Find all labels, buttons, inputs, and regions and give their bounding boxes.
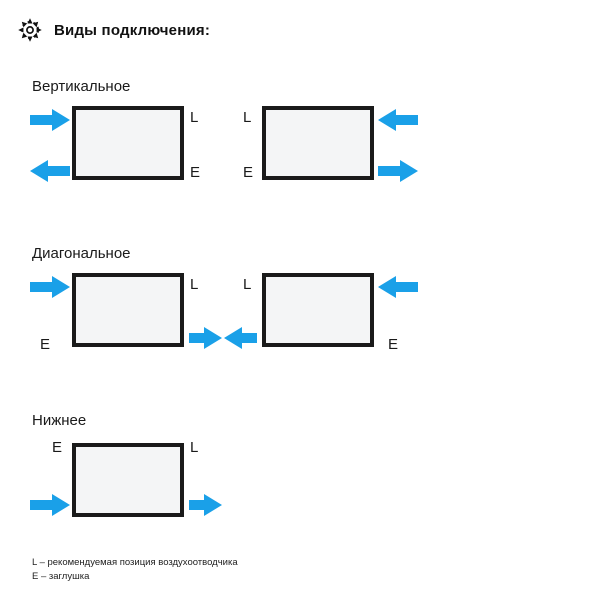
- radiator-vertical-right: [262, 106, 374, 180]
- radiator-vertical-left: [72, 106, 184, 180]
- legend: [32, 556, 238, 584]
- arrow-vertical-left-in: [30, 109, 70, 131]
- arrow-vertical-left-out: [30, 160, 70, 182]
- section-title-bottom: Нижнее: [32, 412, 87, 429]
- label-diagonal-right-top-left: L: [243, 276, 252, 293]
- radiator-bottom: [72, 443, 184, 517]
- arrow-bottom-in: [30, 494, 70, 516]
- arrow-bottom-out: [189, 494, 222, 516]
- radiator-diagonal-right: [262, 273, 374, 347]
- legend-line-1: L – рекомендуемая позиция воздухоотводчика: [32, 557, 238, 568]
- radiator-diagonal-left: [72, 273, 184, 347]
- label-vertical-right-bottom-left: E: [243, 164, 254, 181]
- arrow-diagonal-left-out: [189, 327, 222, 349]
- section-title-diagonal: Диагональное: [32, 245, 131, 262]
- label-diagonal-left-top-right: L: [190, 276, 199, 293]
- legend-line-2: E – заглушка: [32, 570, 90, 582]
- arrow-diagonal-left-in: [30, 276, 70, 298]
- arrow-diagonal-right-in: [378, 276, 418, 298]
- arrow-diagonal-right-out: [224, 327, 257, 349]
- arrow-vertical-right-in: [378, 109, 418, 131]
- label-vertical-right-top-left: L: [243, 109, 252, 126]
- header: [18, 18, 210, 42]
- label-diagonal-right-bottom-right: E: [388, 336, 399, 353]
- label-vertical-left-bottom-right: E: [190, 164, 201, 181]
- label-diagonal-left-bottom-left: E: [40, 336, 51, 353]
- label-vertical-left-top-right: L: [190, 109, 199, 126]
- gear-icon: [18, 18, 42, 42]
- section-title-vertical: Вертикальное: [32, 78, 131, 95]
- label-bottom-top-right: L: [190, 439, 199, 456]
- arrow-vertical-right-out: [378, 160, 418, 182]
- page-title: Виды подключения:: [54, 21, 211, 39]
- label-bottom-top-left: E: [52, 439, 63, 456]
